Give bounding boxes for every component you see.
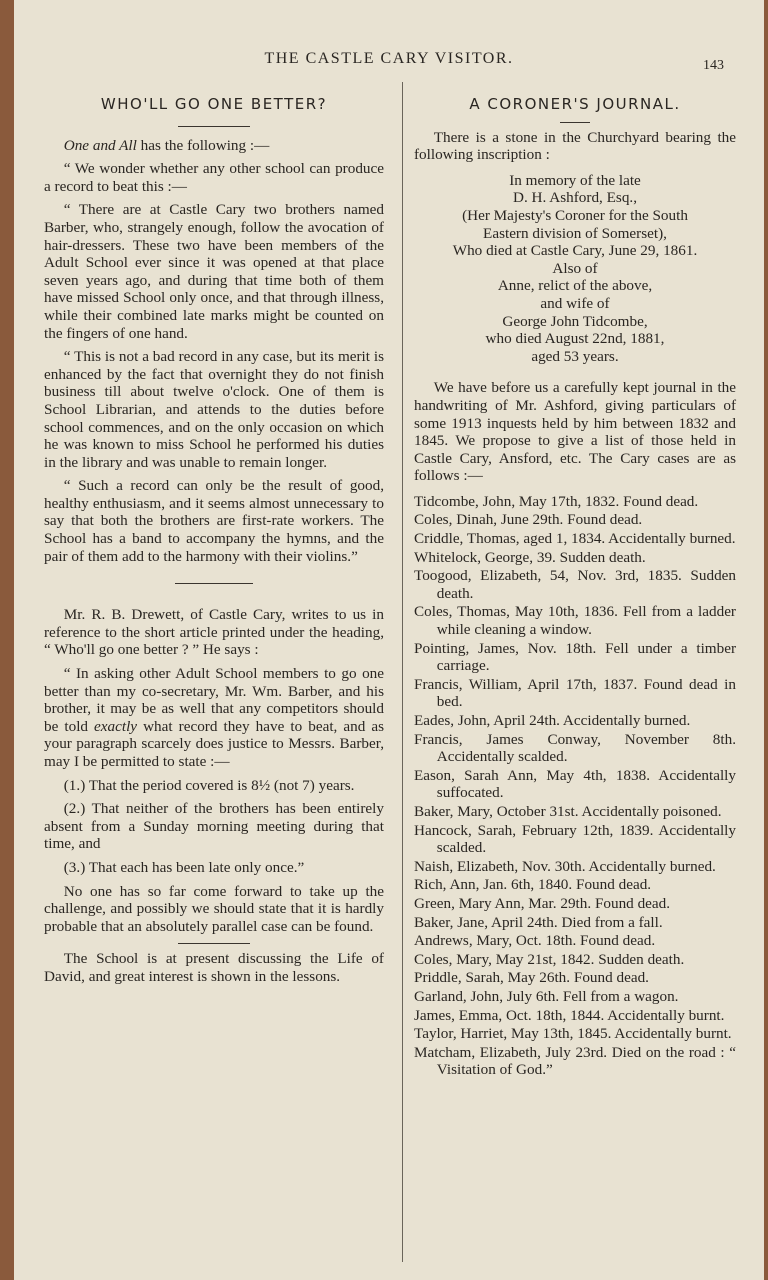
case-entry: Naish, Elizabeth, Nov. 30th. Accidentally burned. [414,857,716,875]
case-entry: Rich, Ann, Jan. 6th, 1840. Found dead. [414,876,652,894]
inscription-line: (Her Majesty's Coroner for the South [462,206,688,224]
right-column [414,92,736,1080]
case-entry: James, Emma, Oct. 18th, 1844. Accidentally burnt. [414,1006,725,1024]
case-entry: Francis, James Conway, November 8th. Accidentally scalded. [414,730,736,766]
intro-paragraph [44,137,384,155]
case-entry: Green, Mary Ann, Mar. 29th. Found dead. [414,894,671,912]
school-note: The School is at present discussing the Life of David, and great interest is shown in the lessons. [44,950,384,985]
inscription-line: Anne, relict of the above, [497,277,653,295]
case-entry: Hancock, Sarah, February 12th, 1839. Accidentally scalded. [414,821,736,857]
case-entry: Pointing, James, Nov. 18th. Fell under a timber carriage. [414,639,736,675]
intro-paragraph: There is a stone in the Churchyard bearing the following inscription : [414,128,736,164]
point-item: (3.) That each has been late only once.” [63,858,305,876]
quote-paragraph: “ Such a record can only be the result of good, healthy enthusiasm, and it seems almost unnecessary to say that both the brothers are first-rate workers. The School has a band to accompany the hymns, and the pair of them add to the harmony with their violins.” [44,477,384,565]
case-entry: Taylor, Harriet, May 13th, 1845. Accidentally burnt. [414,1025,732,1043]
quote-paragraph: “ There are at Castle Cary two brothers named Barber, who, strangely enough, follow the avocation of hair-dressers. These two have been members of the Adult School ever since it was opened at that place seven years ago, and during that time both of them have missed School only once, and that through illness, while their combined late marks might be counted on the fingers of one hand. [44,201,384,342]
point-item: (2.) That neither of the brothers has been entirely absent from a Sunday morning meeting during that time, and [44,800,384,853]
case-entry: Toogood, Elizabeth, 54, Nov. 3rd, 1835. Sudden death. [414,567,736,602]
publication-name: One and All [63,136,137,154]
inscription-line: who died August 22nd, 1881, [485,330,665,348]
inscription-line: D. H. Ashford, Esq., [512,189,638,207]
page-number: 143 [703,58,724,73]
column-divider [402,82,403,1262]
case-entry: Garland, John, July 6th. Fell from a wagon. [414,987,679,1005]
title-rule [560,122,590,123]
intro-text: has the following :— [136,136,270,154]
quote-paragraph: “ This is not a bad record in any case, but its merit is enhanced by the fact that overnight they do not finish business till about twelve o'clock. One of them is School Librarian, and attends to the duties before school commences, and on the only occasion on which he was known to miss School he performed his duties in the library and was unable to remain longer. [44,348,384,471]
case-entry: Andrews, Mary, Oct. 18th. Found dead. [414,932,656,950]
section-rule [175,583,253,584]
inscription-line: In memory of the late [509,171,641,189]
left-column [44,92,384,992]
article-title-coroners-journal: A CORONER'S JOURNAL. [469,95,681,113]
journal-paragraph: We have before us a carefully kept journal in the handwriting of Mr. Ashford, giving particulars of some 1913 inquests held by him between 1832 and 1845. We propose to give a list of those held in Castle Cary, Ansford, etc. The Cary cases are as follows :— [414,379,736,485]
case-entry: Eades, John, April 24th. Accidentally burned. [414,712,691,729]
case-list [414,493,736,1079]
inscription-line: Who died at Castle Cary, June 29, 1861. [452,242,698,260]
letter-body-text: what record they have to beat, and as your paragraph scarcely does justice to Messrs. Barber, may I be permitted to state :— [44,717,384,770]
case-entry: Eason, Sarah Ann, May 4th, 1838. Accidentally suffocated. [414,766,736,802]
case-entry: Baker, Jane, April 24th. Died from a fall. [414,913,663,931]
letter-intro: Mr. R. B. Drewett, of Castle Cary, writes to us in reference to the short article printed under the heading, “ Who'll go one better ? ” He says : [44,606,384,659]
title-rule [178,126,250,127]
inscription-line: and wife of [540,294,610,312]
inscription-line: Eastern division of Somerset), [483,224,667,242]
quote-paragraph: “ We wonder whether any other school can produce a record to beat this :— [44,160,384,195]
letter-body [44,665,384,771]
case-entry: Tidcombe, John, May 17th, 1832. Found dead. [414,492,699,510]
case-entry: Francis, William, April 17th, 1837. Found dead in bed. [414,675,736,711]
case-entry: Whitelock, George, 39. Sudden death. [414,548,646,566]
inscription-line: Also of [552,259,598,277]
inscription-line: George John Tidcombe, [502,312,648,330]
article-title-whos-better: WHO'LL GO ONE BETTER? [100,95,328,113]
case-entry: Coles, Dinah, June 29th. Found dead. [414,511,643,529]
letter-body-emphasis: exactly [94,717,138,735]
inscription [414,172,736,366]
page [14,0,764,1280]
case-entry: Priddle, Sarah, May 26th. Found dead. [414,969,649,987]
point-item: (1.) That the period covered is 8½ (not 7) years. [63,776,355,794]
case-entry: Coles, Thomas, May 10th, 1836. Fell from a ladder while cleaning a window. [414,603,736,639]
case-entry: Matcham, Elizabeth, July 23rd. Died on the road : “ Visitation of God.” [414,1043,736,1079]
case-entry: Coles, Mary, May 21st, 1842. Sudden death. [414,950,685,968]
running-title: THE CASTLE CARY VISITOR. [264,50,514,67]
case-entry: Criddle, Thomas, aged 1, 1834. Accidentally burned. [414,530,736,548]
letter-body-text: “ In asking other Adult School members to go one better than my co-secretary, Mr. Wm. Barber, and his brother, it may be as well that any competitors should be told [44,665,384,735]
section-rule [178,943,250,944]
closing-paragraph: No one has so far come forward to take up the challenge, and possibly we should state that it is hardly probable that an absolutely parallel case can be found. [44,882,384,935]
case-entry: Baker, Mary, October 31st. Accidentally poisoned. [414,802,722,820]
inscription-line: aged 53 years. [531,347,619,365]
